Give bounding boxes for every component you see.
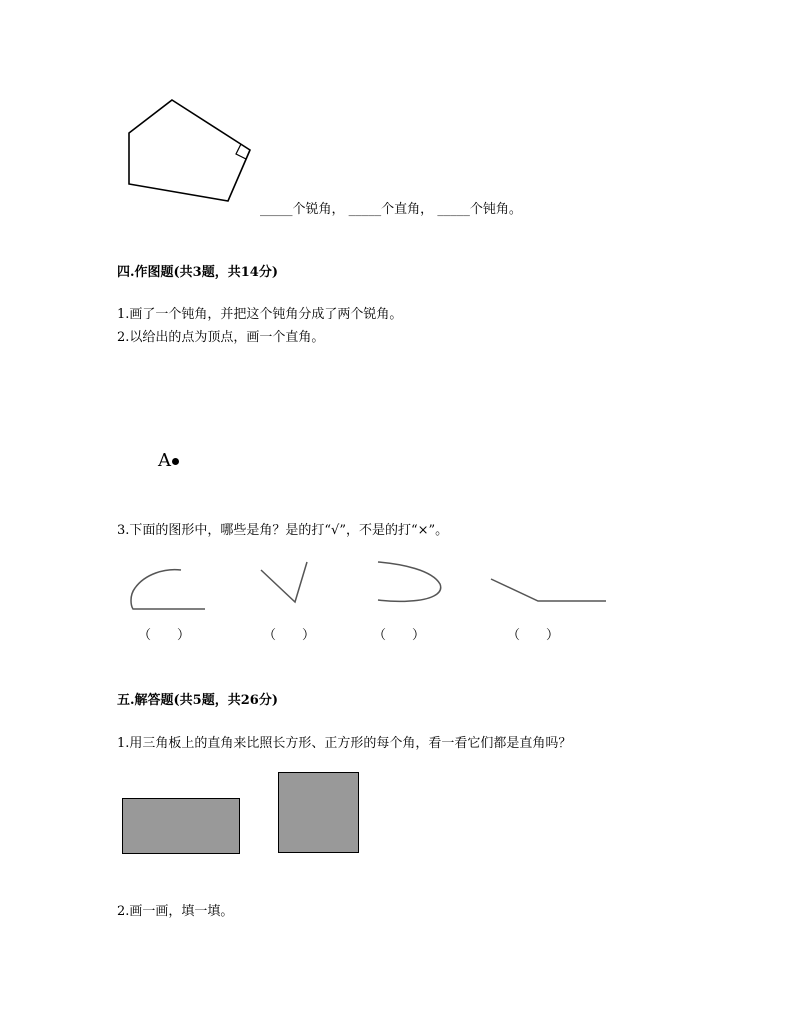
answer-paren-4[interactable]: （ ） (507, 628, 560, 643)
answer-paren-2[interactable]: （ ） (263, 628, 316, 643)
section4-q1: 1.画了一个钝角，并把这个钝角分成了两个锐角。 (117, 307, 403, 322)
section5-q1: 1.用三角板上的直角来比照长方形、正方形的每个角，看一看它们都是直角吗？ (117, 736, 572, 751)
blank-obtuse[interactable]: _____ (437, 202, 470, 217)
section4-q3: 3.下面的图形中，哪些是角？是的打“√”，不是的打“×”。 (117, 523, 449, 538)
point-a-label: A (158, 450, 171, 471)
figure-angle-v (255, 558, 315, 608)
section4-q2: 2.以给出的点为顶点，画一个直角。 (117, 330, 325, 345)
acute-label: 个锐角， (292, 202, 345, 217)
gray-rectangle (122, 798, 240, 854)
blank-right[interactable]: _____ (348, 202, 382, 217)
pentagon-figure (120, 92, 260, 212)
point-a-dot (172, 458, 179, 465)
section5-q2: 2.画一画，填一填。 (117, 904, 234, 919)
answer-paren-3[interactable]: （ ） (373, 628, 426, 643)
figure-closed-curve (372, 558, 452, 608)
section5-title: 五.解答题(共5题，共26分) (117, 693, 278, 708)
figure-curve-with-line (125, 562, 210, 617)
point-a (158, 450, 179, 471)
count-angles-line (260, 198, 522, 217)
answer-paren-1[interactable]: （ ） (138, 628, 191, 643)
obtuse-label: 个钝角。 (469, 202, 522, 217)
section4-title: 四.作图题(共3题，共14分) (117, 265, 278, 280)
blank-acute[interactable]: _____ (260, 202, 293, 217)
gray-square (278, 772, 359, 853)
figure-obtuse-angle (488, 575, 613, 610)
right-label: 个直角， (381, 202, 434, 217)
